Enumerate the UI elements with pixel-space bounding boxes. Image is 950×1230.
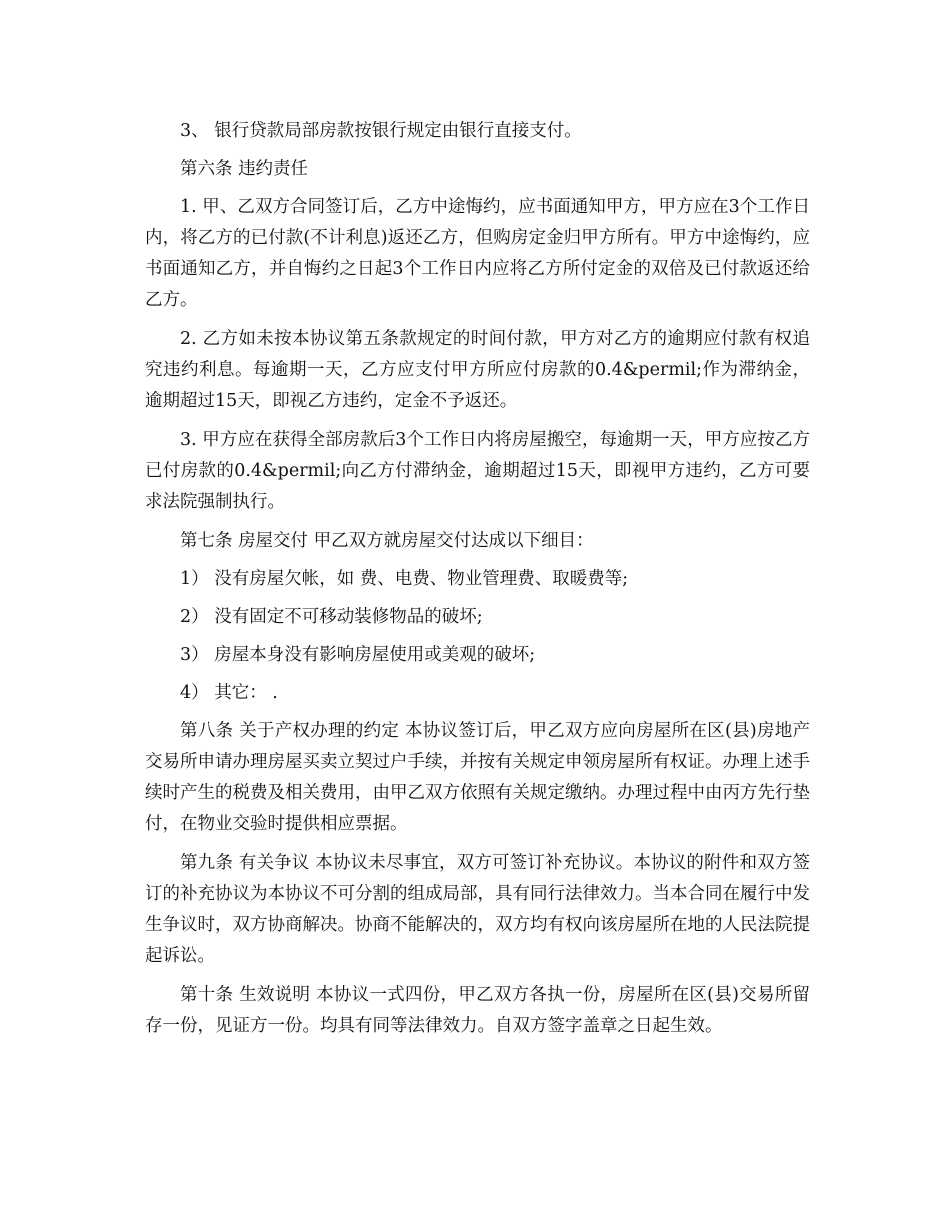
list-item-delivery-4: 4） 其它： . [180, 683, 278, 703]
list-item-delivery-3: 3） 房屋本身没有影响房屋使用或美观的破坏; [180, 645, 536, 665]
paragraph-article-8-property-rights: 第八条 关于产权办理的约定 本协议签订后，甲乙双方应向房屋所在区(县)房地产交易所申请办理房屋买卖立契过户手续，并按有关规定申领房屋所有权证。办理上述手续时产生的税费及相关费用，由甲乙双方依照有关规定缴纳。办理过程中由丙方先行垫付，在物业交验时提供相应票据。 [145, 721, 810, 834]
list-item-delivery-2: 2） 没有固定不可移动装修物品的破坏; [180, 607, 483, 627]
paragraph-article-6-clause-1: 1. 甲、乙双方合同签订后，乙方中途悔约，应书面通知甲方，甲方应在3个工作日内，将乙方的已付款(不计利息)返还乙方，但购房定金归甲方所有。甲方中途悔约，应书面通知乙方，并自悔约之日起3个工作日内应将乙方所付定金的双倍及已付款返还给乙方。 [145, 197, 810, 310]
paragraph-bank-loan-payment: 3、 银行贷款局部房款按银行规定由银行直接支付。 [180, 121, 582, 141]
paragraph-article-10-effectiveness: 第十条 生效说明 本协议一式四份，甲乙双方各执一份，房屋所在区(县)交易所留存一份，见证方一份。均具有同等法律效力。自双方签字盖章之日起生效。 [145, 985, 810, 1036]
list-item-delivery-1: 1） 没有房屋欠帐，如 费、电费、物业管理费、取暖费等; [180, 569, 629, 589]
paragraph-article-6-clause-2: 2. 乙方如未按本协议第五条款规定的时间付款，甲方对乙方的逾期应付款有权追究违约利息。每逾期一天，乙方应支付甲方所应付房款的0.4&permil;作为滞纳金，逾期超过15天，即视乙方违约，定金不予返还。 [145, 329, 810, 411]
document-body [145, 116, 810, 1050]
heading-article-7-house-delivery: 第七条 房屋交付 甲乙双方就房屋交付达成以下细目： [180, 531, 594, 551]
paragraph-article-9-disputes: 第九条 有关争议 本协议未尽事宜，双方可签订补充协议。本协议的附件和双方签订的补充协议为本协议不可分割的组成局部，具有同行法律效力。当本合同在履行中发生争议时，双方协商解决。协商不能解决的，双方均有权向该房屋所在地的人民法院提起诉讼。 [145, 853, 810, 966]
heading-article-6-breach-liability: 第六条 违约责任 [180, 159, 309, 179]
paragraph-article-6-clause-3: 3. 甲方应在获得全部房款后3个工作日内将房屋搬空，每逾期一天，甲方应按乙方已付房款的0.4&permil;向乙方付滞纳金，逾期超过15天，即视甲方违约，乙方可要求法院强制执行。 [145, 430, 810, 512]
